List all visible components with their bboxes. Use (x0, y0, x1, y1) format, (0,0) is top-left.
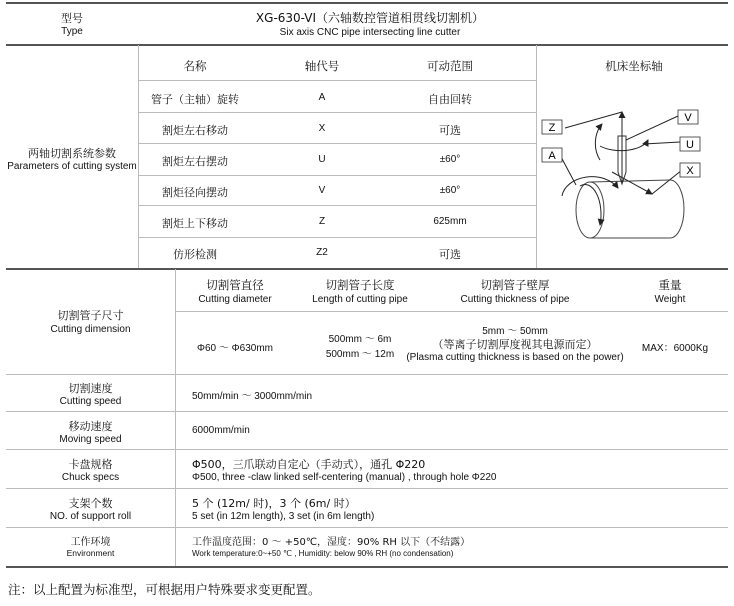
spec-value: 工作温度范围：0 ～ +50℃，湿度：90% RH 以下（不结露） (192, 537, 471, 548)
axis-row-code: U (318, 154, 326, 165)
axis-row-code: Z2 (316, 247, 328, 258)
axis-label-u (680, 137, 700, 151)
top-rule (6, 2, 728, 4)
axis-section-label-en: Parameters of cutting system (7, 161, 137, 172)
spec-label-en: Cutting speed (59, 396, 122, 407)
z-leader-line (565, 112, 622, 128)
axis-row-range: ±60° (439, 154, 461, 165)
spec-label-cn: 卡盘规格 (68, 458, 113, 471)
axis-label-v (678, 110, 698, 124)
axis-section-rule (6, 268, 728, 270)
axis-row-rule (138, 175, 536, 176)
dimension-header-length-en: Length of cutting pipe (312, 294, 408, 305)
axis-header-rule (138, 80, 536, 81)
dimension-header-weight-cn: 重量 (658, 278, 682, 292)
dimension-header-thickness-cn: 切割管子壁厚 (480, 278, 550, 292)
axis-header-code: 轴代号 (304, 59, 340, 73)
spec-label-cn: 工作环境 (70, 537, 111, 548)
type-label-en: Type (61, 26, 83, 37)
spec-label-cn: 移动速度 (68, 420, 113, 433)
axis-label-z (542, 120, 562, 134)
svg-text:A: A (548, 150, 556, 162)
v-leader-line (626, 116, 678, 140)
axis-header-range: 可动范围 (427, 59, 473, 73)
row-rule (6, 527, 728, 528)
dimension-header-rule (175, 311, 728, 312)
spec-label-cn: 切割速度 (68, 382, 113, 395)
spec-value-en: 5 set (in 12m length), 3 set (in 6m length) (192, 511, 375, 522)
dimension-thickness-note-cn: （等离子切割厚度视其电源而定） (432, 338, 598, 351)
axis-row-rule (138, 205, 536, 206)
spec-value: Φ500，三爪联动自定心（手动式），通孔 Φ220 (192, 458, 426, 471)
axis-row-name: 割炬左右移动 (162, 124, 228, 137)
v-swing-arrow-icon (595, 124, 602, 160)
dimension-header-diameter-cn: 切割管直径 (206, 278, 264, 292)
x-leader-line (652, 170, 682, 194)
dimension-length-value: 500mm ～ 12m (325, 349, 395, 360)
axis-header-name: 名称 (183, 59, 207, 73)
axis-row-range: ±60° (439, 185, 461, 196)
axis-row-name: 割炬径向摆动 (162, 186, 228, 199)
axis-row-name: 仿形检测 (173, 248, 217, 261)
dimension-label-en: Cutting dimension (50, 324, 131, 335)
dimension-thickness-note-en: (Plasma cutting thickness is based on the power) (406, 352, 624, 363)
type-value-en: Six axis CNC pipe intersecting line cutter (279, 27, 461, 38)
axis-row-code: X (318, 123, 326, 134)
axis-row-code: V (318, 185, 326, 196)
label-column-divider (175, 269, 176, 566)
u-leader-line (644, 142, 680, 144)
axis-row-rule (138, 237, 536, 238)
axis-section-label-cn: 两轴切割系统参数 (28, 147, 116, 160)
dimension-length-value: 500mm ～ 6m (328, 334, 392, 345)
bottom-rule (6, 566, 728, 568)
axis-row-range: 625mm (433, 216, 467, 227)
rotation-arrow-icon (580, 184, 601, 225)
axis-row-range: 可选 (439, 124, 461, 137)
spec-label-en: NO. of support roll (49, 511, 132, 522)
row-rule (6, 411, 728, 412)
dimension-weight-value: MAX：6000Kg (641, 343, 709, 354)
spec-value: 50mm/min ～ 3000mm/min (192, 391, 313, 402)
type-value-cn: XG-630-VI（六轴数控管道相贯线切割机） (255, 11, 485, 25)
footnote: 注：以上配置为标准型，可根据用户特殊要求变更配置。 (8, 582, 321, 597)
axis-row-name: 割炬上下移动 (162, 217, 228, 230)
spec-value: 6000mm/min (192, 425, 250, 436)
axis-header-diagram: 机床坐标轴 (605, 59, 663, 73)
diagram-column-divider (536, 45, 537, 268)
axis-label-a (542, 148, 562, 162)
axis-row-name: 管子（主轴）旋转 (151, 93, 239, 106)
dimension-thickness-value: 5mm ～ 50mm (482, 326, 548, 337)
machine-axis-diagram (540, 100, 728, 260)
axis-row-name: 割炬左右摆动 (162, 155, 228, 168)
svg-text:X: X (686, 165, 694, 177)
spec-value-en: Work temperature:0~+50 ℃ , Humidity: below 90% RH (no condensation) (192, 549, 454, 558)
spec-label-cn: 支架个数 (68, 497, 113, 510)
a-leader-line (560, 155, 576, 185)
x-axis-arrow-icon (612, 172, 652, 194)
row-rule (6, 374, 728, 375)
axis-row-code: A (318, 92, 326, 103)
type-rule (6, 44, 728, 46)
spec-value: 5 个 (12m/ 时)，3 个 (6m/ 时） (192, 497, 356, 510)
row-rule (6, 488, 728, 489)
dimension-diameter-value: Φ60 ～ Φ630mm (197, 343, 273, 354)
dimension-header-length-cn: 切割管子长度 (325, 278, 395, 292)
row-rule (6, 449, 728, 450)
axis-row-rule (138, 143, 536, 144)
label-column-divider (138, 45, 139, 268)
svg-text:Z: Z (548, 122, 556, 134)
dimension-header-thickness-en: Cutting thickness of pipe (460, 294, 570, 305)
spec-label-en: Chuck specs (61, 472, 120, 483)
axis-row-range: 可选 (439, 248, 461, 261)
u-swing-arrow-icon (600, 140, 648, 151)
pipe-icon (576, 180, 684, 238)
dimension-header-weight-en: Weight (654, 294, 686, 305)
spec-label-en: Environment (66, 548, 115, 558)
axis-label-x (680, 163, 700, 177)
type-label-cn: 型号 (61, 12, 83, 25)
axis-row-rule (138, 112, 536, 113)
dimension-label-cn: 切割管子尺寸 (57, 309, 124, 322)
axis-row-code: Z (318, 216, 326, 227)
spec-label-en: Moving speed (59, 434, 122, 445)
svg-text:U: U (686, 139, 694, 151)
spec-value-en: Φ500, three -claw linked self-centering (manual) , through hole Φ220 (192, 472, 497, 483)
axis-row-range: 自由回转 (428, 93, 472, 106)
svg-text:V: V (684, 112, 692, 124)
dimension-header-diameter-en: Cutting diameter (198, 294, 272, 305)
